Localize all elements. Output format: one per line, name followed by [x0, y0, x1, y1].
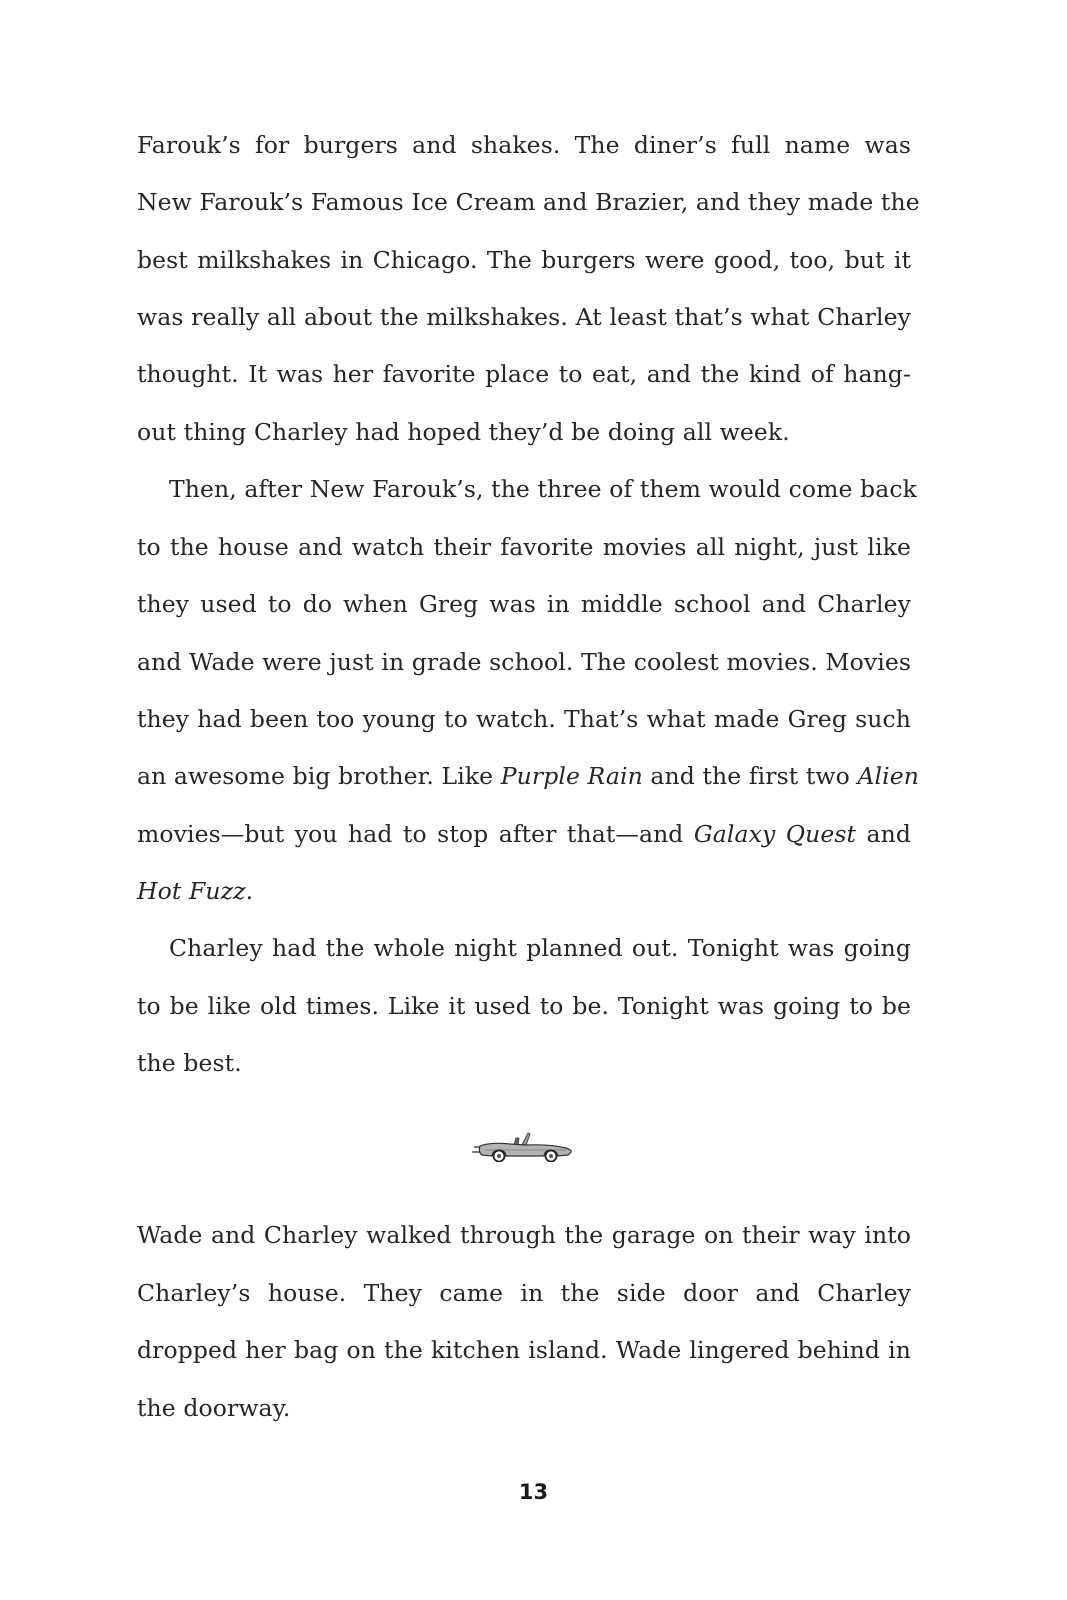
text-line: to be like old times. Like it used to be. Tonight was going to be [137, 992, 911, 1020]
text-line: best milkshakes in Chicago. The burgers were good, too, but it [137, 246, 911, 274]
text-segment: . [245, 877, 254, 905]
text-line [137, 876, 911, 906]
text-line: Charley’s house. They came in the side door and Charley [137, 1279, 911, 1307]
text-line: they used to do when Greg was in middle school and Charley [137, 590, 911, 618]
text-line: to the house and watch their favorite movies all night, just like [137, 533, 911, 561]
text-line: Charley had the whole night planned out. Tonight was going [169, 934, 911, 962]
movie-title: Galaxy Quest [693, 820, 857, 848]
text-line: out thing Charley had hoped they’d be doing all week. [137, 418, 790, 446]
text-line: thought. It was her favorite place to eat, and the kind of hang- [137, 360, 911, 388]
text-segment: movies—but you had to stop after that—and [137, 820, 694, 848]
text-line: Farouk’s for burgers and shakes. The diner’s full name was [137, 131, 911, 159]
movie-title: Hot Fuzz [137, 877, 246, 905]
text-line: the best. [137, 1049, 242, 1077]
movie-title: Purple Rain [500, 762, 643, 790]
text-line: they had been too young to watch. That’s what made Greg such [137, 705, 911, 733]
text-line [137, 761, 919, 791]
movie-title: Alien [857, 762, 919, 790]
page-number: 13 [518, 1480, 549, 1504]
text-line: Wade and Charley walked through the garage on their way into [137, 1221, 911, 1249]
text-segment: and the first two [642, 762, 858, 790]
text-line: dropped her bag on the kitchen island. Wade lingered behind in [137, 1336, 911, 1364]
convertible-car-icon [470, 1128, 576, 1162]
text-line: New Farouk’s Famous Ice Cream and Brazier, and they made the [137, 188, 920, 216]
text-line: and Wade were just in grade school. The coolest movies. Movies [137, 648, 911, 676]
text-segment: an awesome big brother. Like [137, 762, 501, 790]
text-line: was really all about the milkshakes. At least that’s what Charley [137, 303, 911, 331]
text-line [137, 819, 911, 849]
text-segment: and [856, 820, 911, 848]
text-line: the doorway. [137, 1394, 291, 1422]
text-line: Then, after New Farouk’s, the three of them would come back [169, 475, 917, 503]
